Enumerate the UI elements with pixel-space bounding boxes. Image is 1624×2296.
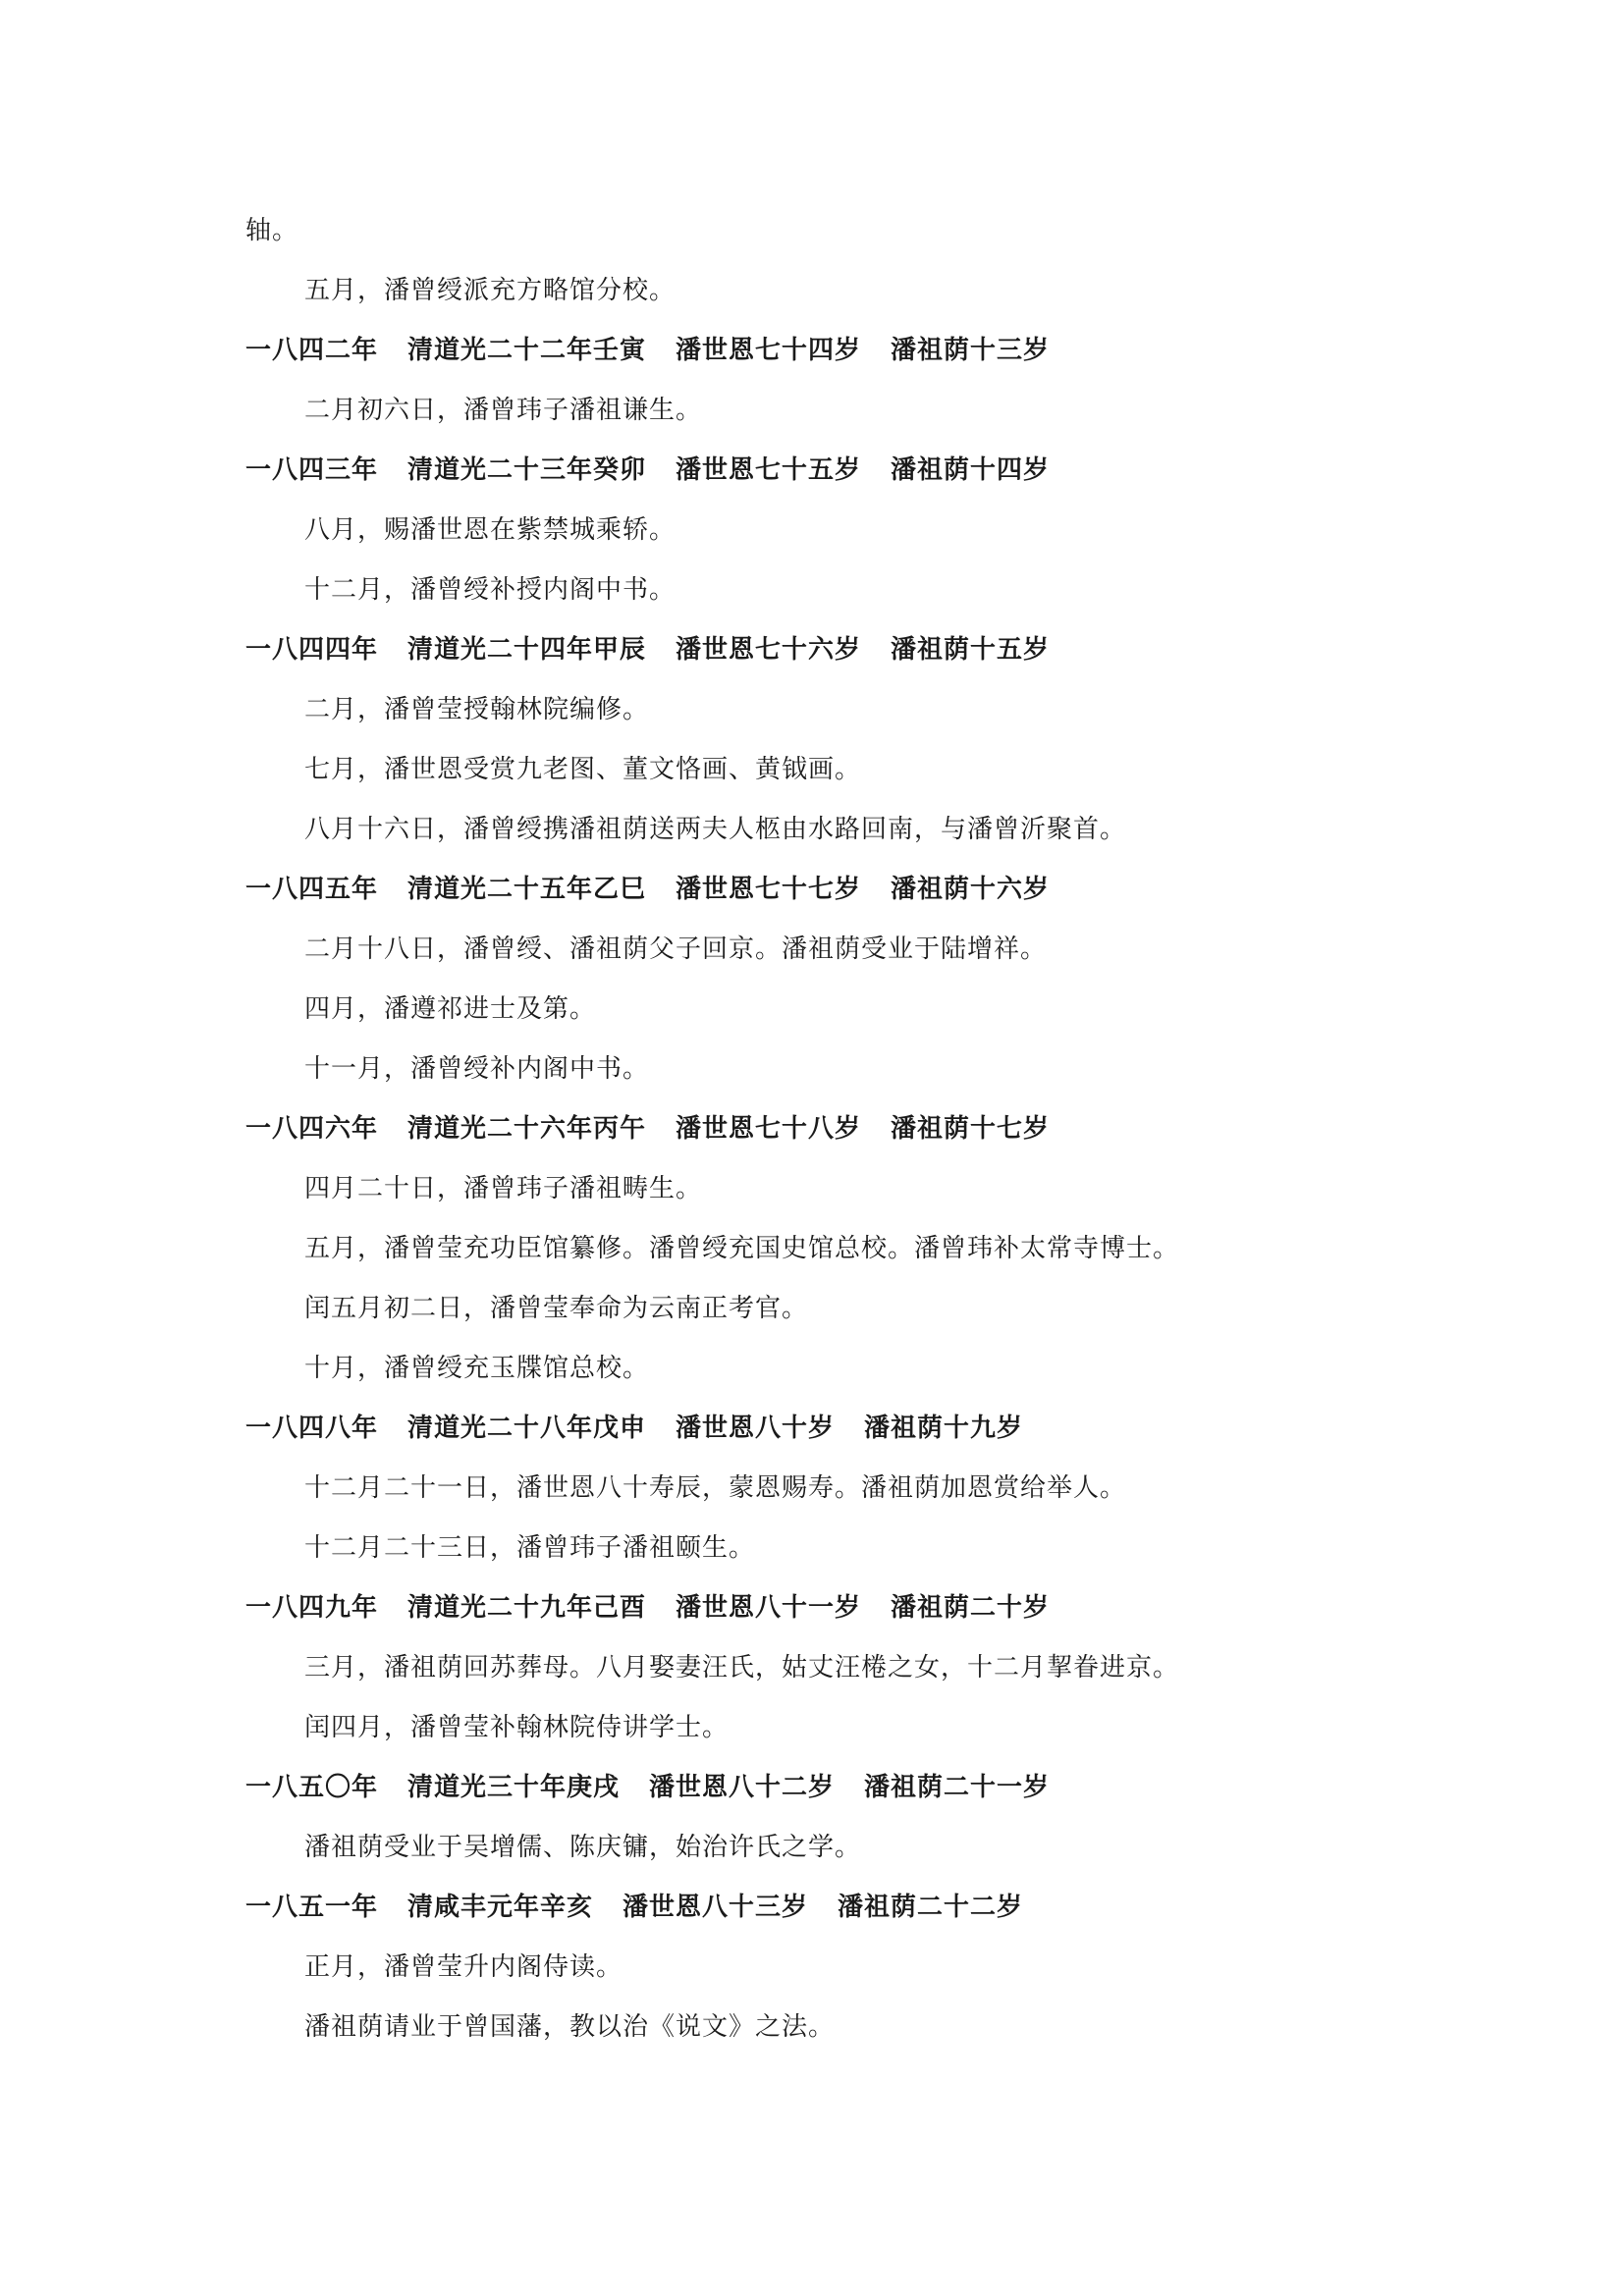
text-line: 七月，潘世恩受赏九老图、董文恪画、黄钺画。: [304, 755, 862, 784]
year-heading: [245, 454, 1050, 487]
heading-era: 清道光二十四年甲辰: [407, 635, 647, 665]
text-line: 八月，赐潘世恩在紫禁城乘轿。: [304, 515, 677, 545]
text-line: 二月初六日，潘曾玮子潘祖谦生。: [304, 396, 703, 425]
text-line: 十一月，潘曾绶补内阁中书。: [304, 1054, 650, 1084]
heading-age: 潘世恩七十四岁: [676, 336, 862, 365]
text-line: 八月十六日，潘曾绶携潘祖荫送两夫人柩由水路回南，与潘曾沂聚首。: [304, 815, 1127, 844]
year-heading: [245, 1112, 1050, 1146]
heading-era: 清道光二十三年癸卯: [407, 455, 647, 485]
heading-year: 一八四八年: [245, 1414, 379, 1443]
heading-era: 清道光二十九年己酉: [407, 1593, 647, 1623]
text-line: 潘祖荫受业于吴增儒、陈庆镛，始治许氏之学。: [304, 1833, 862, 1862]
text-line: 二月，潘曾莹授翰林院编修。: [304, 695, 650, 724]
heading-year: 一八四四年: [245, 635, 379, 665]
heading-year: 一八四九年: [245, 1593, 379, 1623]
heading-age: 潘祖荫二十二岁: [838, 1893, 1024, 1922]
text-line: 四月，潘遵祁进士及第。: [304, 994, 597, 1024]
text-line: 潘祖荫请业于曾国藩，教以治《说文》之法。: [304, 2012, 836, 2042]
heading-age: 潘世恩七十七岁: [676, 875, 862, 904]
text-line: 五月，潘曾莹充功臣馆纂修。潘曾绶充国史馆总校。潘曾玮补太常寺博士。: [304, 1234, 1180, 1263]
year-heading: [245, 633, 1050, 667]
text-line: 三月，潘祖荫回苏葬母。八月娶妻汪氏，姑丈汪棬之女，十二月挈眷进京。: [304, 1653, 1180, 1682]
text-line: 十月，潘曾绶充玉牒馆总校。: [304, 1354, 650, 1383]
heading-year: 一八四三年: [245, 455, 379, 485]
heading-era: 清咸丰元年辛亥: [407, 1893, 594, 1922]
heading-year: 一八五一年: [245, 1893, 379, 1922]
text-line: 闰四月，潘曾莹补翰林院侍讲学士。: [304, 1713, 730, 1742]
text-line: 十二月，潘曾绶补授内阁中书。: [304, 575, 677, 605]
heading-age: 潘世恩七十五岁: [676, 455, 862, 485]
heading-age: 潘祖荫十五岁: [891, 635, 1051, 665]
heading-year: 一八四二年: [245, 336, 379, 365]
heading-era: 清道光三十年庚戌: [407, 1773, 621, 1802]
text-line: 十二月二十三日，潘曾玮子潘祖颐生。: [304, 1533, 756, 1563]
heading-era: 清道光二十二年壬寅: [407, 336, 647, 365]
year-heading: [245, 1771, 1050, 1804]
text-line: 轴。: [245, 216, 299, 245]
heading-age: 潘世恩八十三岁: [623, 1893, 809, 1922]
text-line: 二月十八日，潘曾绶、潘祖荫父子回京。潘祖荫受业于陆增祥。: [304, 934, 1048, 964]
heading-year: 一八四六年: [245, 1114, 379, 1144]
heading-age: 潘世恩八十二岁: [649, 1773, 836, 1802]
heading-age: 潘祖荫十七岁: [891, 1114, 1051, 1144]
heading-age: 潘祖荫十三岁: [891, 336, 1051, 365]
year-heading: [245, 1412, 1023, 1445]
heading-age: 潘世恩八十一岁: [676, 1593, 862, 1623]
year-heading: [245, 1891, 1023, 1924]
year-heading: [245, 334, 1050, 367]
year-heading: [245, 873, 1050, 906]
heading-age: 潘世恩七十八岁: [676, 1114, 862, 1144]
heading-era: 清道光二十八年戊申: [407, 1414, 647, 1443]
heading-year: 一八四五年: [245, 875, 379, 904]
heading-age: 潘祖荫二十岁: [891, 1593, 1051, 1623]
text-line: 五月，潘曾绶派充方略馆分校。: [304, 276, 677, 305]
text-line: 正月，潘曾莹升内阁侍读。: [304, 1952, 623, 1982]
heading-age: 潘祖荫十九岁: [864, 1414, 1024, 1443]
year-heading: [245, 1591, 1050, 1625]
heading-age: 潘祖荫十四岁: [891, 455, 1051, 485]
text-line: 四月二十日，潘曾玮子潘祖畴生。: [304, 1174, 703, 1203]
heading-era: 清道光二十五年乙巳: [407, 875, 647, 904]
heading-year: 一八五〇年: [245, 1773, 379, 1802]
heading-age: 潘祖荫二十一岁: [864, 1773, 1051, 1802]
heading-era: 清道光二十六年丙午: [407, 1114, 647, 1144]
text-line: 闰五月初二日，潘曾莹奉命为云南正考官。: [304, 1294, 809, 1323]
heading-age: 潘祖荫十六岁: [891, 875, 1051, 904]
text-line: 十二月二十一日，潘世恩八十寿辰，蒙恩赐寿。潘祖荫加恩赏给举人。: [304, 1473, 1127, 1503]
heading-age: 潘世恩七十六岁: [676, 635, 862, 665]
heading-age: 潘世恩八十岁: [676, 1414, 836, 1443]
